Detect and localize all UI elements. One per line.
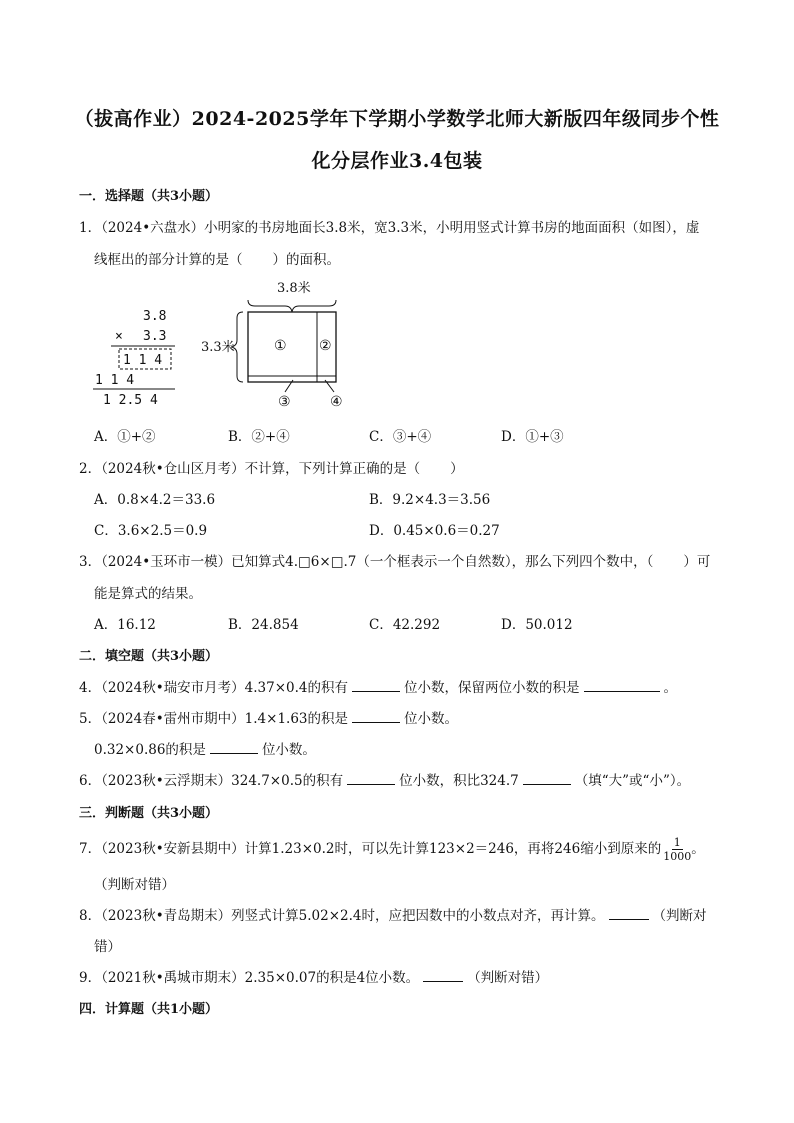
calc-result: 1 2.5 4 <box>103 393 158 408</box>
q4-blank-2[interactable] <box>584 677 660 692</box>
calc-op: × <box>115 329 123 344</box>
q1-text-line2: 线框出的部分计算的是（ ）的面积。 <box>94 252 340 268</box>
q9-text: 9．（2021秋•禹城市期末）2.35×0.07的积是4位小数。 （判断对错） <box>79 966 548 986</box>
q2-option-d[interactable]: D．0.45×0.6＝0.27 <box>369 523 500 539</box>
q7-text-line2: （判断对错） <box>94 877 175 893</box>
calc-partial2: 1 1 4 <box>95 373 135 388</box>
section-heading-calc: 四．计算题（共1小题） <box>79 1002 219 1017</box>
q6-blank-1[interactable] <box>347 770 395 785</box>
doc-title-line1: （拔高作业）2024-2025学年下学期小学数学北师大新版四年级同步个性 <box>74 108 720 130</box>
q3-text-line2: 能是算式的结果。 <box>94 586 202 602</box>
q1-option-d[interactable]: D．①+③ <box>501 429 564 445</box>
region-2-label: ② <box>319 338 332 354</box>
q2-option-a[interactable]: A．0.8×4.2＝33.6 <box>94 492 216 508</box>
q5-text-line1: 5．（2024春•雷州市期中）1.4×1.63的积是 位小数。 <box>79 707 458 727</box>
side-brace <box>231 312 243 382</box>
q2-text: 2．（2024秋•仓山区月考）不计算，下列计算正确的是（ ） <box>79 461 464 477</box>
q2-option-c[interactable]: C．3.6×2.5＝0.9 <box>94 523 208 539</box>
region-1-label: ① <box>274 338 287 354</box>
top-label: 3.8米 <box>277 281 311 296</box>
q4-text: 4．（2024秋•瑞安市月考）4.37×0.4的积有 位小数，保留两位小数的积是 。 <box>79 676 677 696</box>
q8-blank[interactable] <box>609 905 649 920</box>
q1-option-a[interactable]: A．①+② <box>94 429 156 445</box>
region-3-label: ③ <box>278 394 291 408</box>
region-4-label: ④ <box>330 394 343 408</box>
section-heading-choice: 一．选择题（共3小题） <box>79 189 219 204</box>
calc-row1: 3.8 <box>143 309 167 324</box>
q6-text: 6．（2023秋•云浮期末）324.7×0.5的积有 位小数，积比324.7 （填“大”或“小”）。 <box>79 769 690 789</box>
q3-option-c[interactable]: C．42.292 <box>369 617 441 633</box>
q9-blank[interactable] <box>423 967 463 982</box>
doc-title-line2: 化分层作业3.4包装 <box>311 150 483 172</box>
q3-option-a[interactable]: A．16.12 <box>94 617 156 633</box>
top-brace <box>248 300 336 312</box>
side-label: 3.3米 <box>201 340 235 355</box>
q1-option-c[interactable]: C．③+④ <box>369 429 432 445</box>
q3-text-line1: 3．（2024•玉环市一模）已知算式4.□6×□.7（一个框表示一个自然数），那么下列四个数中，（ ）可 <box>79 554 711 570</box>
q1-figure-svg <box>85 278 365 408</box>
q7-text-line1: 7．（2023秋•安新县期中）计算1.23×0.2时，可以先计算123×2＝246，再将246缩小到原来的 $\frac{1}{1000}$ 。 <box>79 836 705 863</box>
q2-option-b[interactable]: B．9.2×4.3＝3.56 <box>369 492 491 508</box>
q7-fraction: $\frac{1}{1000}$ <box>663 836 692 863</box>
section-heading-fill: 二．填空题（共3小题） <box>79 649 219 664</box>
q5-blank-1[interactable] <box>352 708 400 723</box>
q5-text-line2: 0.32×0.86的积是 位小数。 <box>94 738 316 758</box>
calc-partial1: 1 1 4 <box>123 353 163 368</box>
q8-text-line2: 错） <box>94 939 121 955</box>
q8-text-line1: 8．（2023秋•青岛期末）列竖式计算5.02×2.4时，应把因数中的小数点对齐，再计算。 （判断对 <box>79 904 707 924</box>
q3-option-b[interactable]: B．24.854 <box>228 617 299 633</box>
q3-option-d[interactable]: D．50.012 <box>501 617 573 633</box>
q6-blank-2[interactable] <box>523 770 571 785</box>
section-heading-judge: 三．判断题（共3小题） <box>79 806 219 821</box>
q1-figure <box>85 278 365 412</box>
q1-option-b[interactable]: B．②+④ <box>228 429 290 445</box>
calc-row2: 3.3 <box>143 329 167 344</box>
q1-text-line1: 1．（2024•六盘水）小明家的书房地面长3.8米，宽3.3米，小明用竖式计算书房的地面面积（如图），虚 <box>79 220 700 236</box>
q4-blank-1[interactable] <box>352 677 400 692</box>
q5-blank-2[interactable] <box>210 739 258 754</box>
